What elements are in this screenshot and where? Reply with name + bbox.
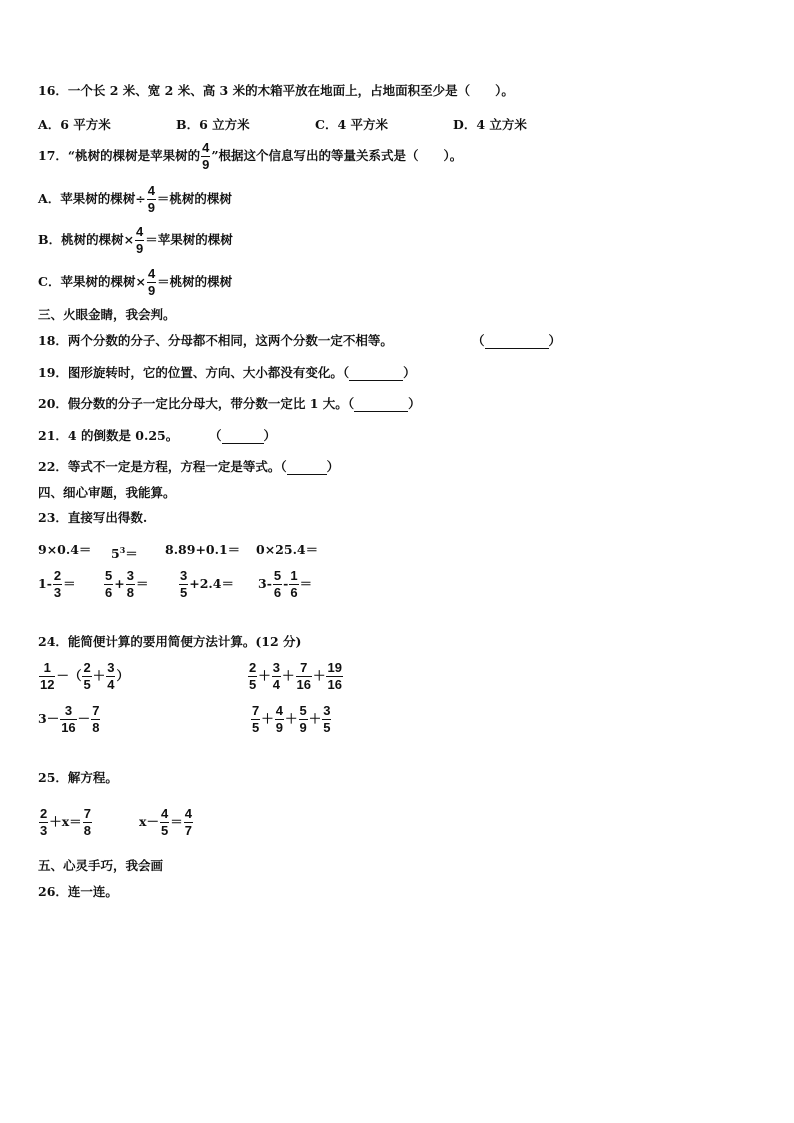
fraction-denominator: 5: [252, 720, 260, 735]
q23-expr-3: 8.89+0.1＝: [165, 542, 241, 557]
operator: ＋: [281, 668, 295, 683]
fraction: [289, 568, 298, 601]
option-text: ＝桃树的棵树: [156, 191, 232, 206]
fraction-denominator: 6: [105, 585, 113, 600]
fraction-numerator: 3: [126, 568, 134, 583]
expr-text: ＝: [135, 576, 149, 591]
fraction-denominator: 9: [136, 241, 144, 256]
fraction-denominator: 9: [275, 720, 283, 735]
question-26-title: 26．连一连。: [38, 884, 118, 899]
option-text: A．苹果树的棵树÷: [38, 191, 146, 206]
expr-base: 5: [111, 546, 120, 562]
fraction: [82, 660, 91, 693]
section-4-heading: 四、细心审题，我能算。: [38, 485, 176, 500]
q23-expr-8: [258, 568, 312, 601]
paren-open: （: [472, 333, 485, 348]
question-17: [38, 140, 462, 173]
fraction: [60, 703, 76, 736]
q25-equation-1: [38, 806, 93, 839]
fraction-numerator: 1: [290, 568, 298, 583]
fraction-numerator: 1: [43, 660, 51, 675]
question-21: [38, 428, 178, 444]
fraction: [184, 806, 193, 839]
expr-exponent: 3: [119, 545, 126, 555]
expr-text: x－: [139, 814, 159, 829]
q17-text-post: ”根据这个信息写出的等量关系式是（ ）。: [211, 148, 463, 163]
fraction: [322, 703, 331, 736]
q17-option-b: [38, 224, 233, 257]
answer-slot-22[interactable]: [280, 459, 339, 474]
fraction-denominator: 4: [272, 677, 280, 692]
answer-blank[interactable]: [354, 399, 408, 412]
operator: +: [114, 576, 125, 591]
q16-option-d: D．4 立方米: [453, 117, 527, 132]
paren-close: ）: [548, 333, 562, 348]
fraction-denominator: 16: [61, 720, 76, 735]
fraction: [251, 703, 260, 736]
operator: ＋: [284, 711, 298, 726]
fraction-denominator: 8: [126, 585, 134, 600]
section-5-heading: 五、心灵手巧，我会画: [38, 858, 164, 873]
fraction-denominator: 9: [299, 720, 307, 735]
q24-expr-4: [250, 703, 332, 736]
expr-text: ＝: [63, 576, 76, 591]
fraction-numerator: 2: [40, 806, 48, 821]
answer-blank[interactable]: [222, 431, 264, 444]
fraction: [326, 660, 342, 693]
fraction-numerator: 7: [92, 703, 100, 718]
fraction: [160, 806, 169, 839]
fraction: [39, 660, 55, 693]
fraction-denominator: 3: [40, 823, 48, 838]
expr-text: 3－: [38, 711, 60, 726]
operator: ＋: [258, 668, 271, 683]
fraction-denominator: 5: [249, 677, 257, 692]
fraction-numerator: 5: [105, 568, 113, 583]
section-3-heading: 三、火眼金睛，我会判。: [38, 307, 176, 322]
fraction-denominator: 5: [323, 720, 331, 735]
question-22: [38, 459, 339, 475]
q17-text-pre: 17．“桃树的棵树是苹果树的: [38, 148, 201, 163]
fraction-numerator: 4: [147, 183, 155, 198]
option-text: ＝苹果树的棵树: [145, 232, 233, 247]
question-16-text: 16．一个长 2 米、宽 2 米、高 3 米的木箱平放在地面上，占地面积至少是（ ）。: [38, 83, 514, 98]
paren-open: （: [347, 396, 355, 411]
fraction: [299, 703, 308, 736]
fraction: [106, 660, 115, 693]
fraction-numerator: 3: [323, 703, 331, 718]
operator: －: [77, 711, 91, 726]
fraction-numerator: 2: [83, 660, 91, 675]
fraction-numerator: 4: [160, 806, 169, 821]
q23-expr-4: 0×25.4＝: [256, 542, 319, 557]
q24-expr-3: [38, 703, 101, 736]
answer-slot-21[interactable]: [209, 428, 276, 444]
option-fraction: [147, 266, 156, 299]
fraction-denominator: 3: [53, 585, 62, 600]
question-21-text: 21．4 的倒数是 0.25。: [38, 428, 179, 443]
expr-text: ＝: [170, 814, 183, 829]
expr-text: ＝: [299, 576, 313, 591]
fraction-numerator: 4: [184, 806, 192, 821]
option-text: C．苹果树的棵树×: [38, 274, 146, 289]
q16-option-b: B．6 立方米: [176, 117, 250, 132]
operator: -: [283, 576, 289, 591]
fraction: [91, 703, 100, 736]
question-19-text: 19．图形旋转时，它的位置、方向、大小都没有变化。: [38, 365, 343, 380]
question-18-text: 18．两个分数的分子、分母都不相同，这两个分数一定不相等。: [38, 333, 393, 348]
q16-option-a: A．6 平方米: [38, 117, 111, 132]
q17-option-c: [38, 266, 232, 299]
paren-close: ）: [403, 365, 416, 380]
fraction-denominator: 9: [202, 157, 210, 172]
q25-equation-2: [139, 806, 194, 839]
fraction-numerator: 3: [180, 568, 188, 583]
operator: ＋: [261, 711, 274, 726]
fraction: [126, 568, 135, 601]
fraction: [248, 660, 257, 693]
fraction: [275, 703, 284, 736]
expr-text: －（: [56, 668, 82, 683]
option-fraction: [147, 183, 156, 216]
fraction-denominator: 6: [290, 585, 298, 600]
q23-expr-1: 9×0.4＝: [38, 542, 92, 557]
fraction-denominator: 16: [327, 677, 342, 692]
fraction-numerator: 2: [53, 568, 62, 583]
fraction-numerator: 3: [64, 703, 73, 718]
q23-expr-5: [38, 568, 76, 601]
q23-expr-2: [111, 542, 138, 562]
fraction-denominator: 4: [107, 677, 115, 692]
fraction-denominator: 5: [83, 677, 91, 692]
fraction-numerator: 4: [147, 266, 156, 281]
q17-option-a: [38, 183, 232, 216]
fraction-numerator: 2: [249, 660, 257, 675]
answer-blank[interactable]: [485, 336, 549, 349]
option-text: B．桃树的棵树×: [38, 232, 135, 247]
answer-blank[interactable]: [287, 462, 327, 475]
option-fraction: [135, 224, 144, 257]
paren-open: （: [209, 428, 222, 443]
fraction-denominator: 16: [296, 677, 311, 692]
q17-fraction: [201, 140, 210, 173]
fraction-denominator: 5: [160, 823, 169, 838]
expr-text: ）: [116, 668, 129, 683]
fraction: [272, 660, 281, 693]
fraction-numerator: 7: [252, 703, 260, 718]
q16-option-c: C．4 平方米: [315, 117, 388, 132]
paren-close: ）: [263, 428, 277, 443]
expr-text: 1-: [38, 576, 52, 591]
q24-expr-2: [247, 660, 344, 693]
fraction: [39, 806, 48, 839]
paren-open: （: [280, 459, 287, 474]
fraction-numerator: 7: [83, 806, 91, 821]
fraction-numerator: 3: [272, 660, 280, 675]
operator: ＋: [308, 711, 322, 726]
fraction-numerator: 19: [327, 660, 342, 675]
question-20-text: 20．假分数的分子一定比分母大，带分数一定比 1 大。: [38, 396, 348, 411]
fraction-denominator: 9: [147, 200, 155, 215]
question-24-title: 24．能简便计算的要用简便方法计算。(12 分): [38, 634, 302, 649]
question-16: [38, 83, 514, 99]
expr-text: 3-: [258, 576, 272, 591]
expr-equals: ＝: [125, 546, 138, 562]
fraction-denominator: 12: [40, 677, 55, 692]
answer-blank[interactable]: [349, 368, 403, 381]
fraction: [296, 660, 312, 693]
expr-text: +2.4＝: [189, 576, 234, 591]
expr-text: ＋x＝: [49, 814, 82, 829]
question-20: [38, 396, 421, 412]
question-22-text: 22．等式不一定是方程，方程一定是等式。: [38, 459, 281, 474]
fraction-numerator: 3: [107, 660, 115, 675]
q24-expr-1: [38, 660, 129, 693]
paren-close: ）: [326, 459, 340, 474]
fraction-numerator: 4: [136, 224, 144, 239]
q23-expr-7: [178, 568, 234, 601]
paren-open: （: [342, 365, 350, 380]
fraction-denominator: 9: [147, 283, 156, 298]
fraction-denominator: 8: [92, 720, 100, 735]
q23-expr-6: [103, 568, 148, 601]
answer-slot-18[interactable]: [472, 333, 561, 349]
fraction: [273, 568, 282, 601]
answer-slot-20[interactable]: [348, 396, 421, 411]
fraction-numerator: 4: [202, 140, 210, 155]
fraction: [104, 568, 113, 601]
fraction: [53, 568, 62, 601]
question-25-title: 25．解方程。: [38, 770, 118, 785]
fraction-denominator: 6: [273, 585, 282, 600]
operator: ＋: [312, 668, 326, 683]
fraction-denominator: 7: [184, 823, 192, 838]
fraction: [83, 806, 92, 839]
fraction-numerator: 5: [273, 568, 282, 583]
question-18: [38, 333, 393, 349]
paren-close: ）: [408, 396, 421, 411]
question-23-title: 23．直接写出得数.: [38, 510, 148, 525]
question-19: [38, 365, 416, 381]
fraction-numerator: 5: [299, 703, 307, 718]
fraction-denominator: 8: [83, 823, 91, 838]
fraction-denominator: 5: [180, 585, 188, 600]
fraction: [179, 568, 188, 601]
operator: ＋: [92, 668, 106, 683]
fraction-numerator: 4: [275, 703, 283, 718]
answer-slot-19[interactable]: [343, 365, 416, 380]
option-text: ＝桃树的棵树: [157, 274, 233, 289]
fraction-numerator: 7: [300, 660, 308, 675]
